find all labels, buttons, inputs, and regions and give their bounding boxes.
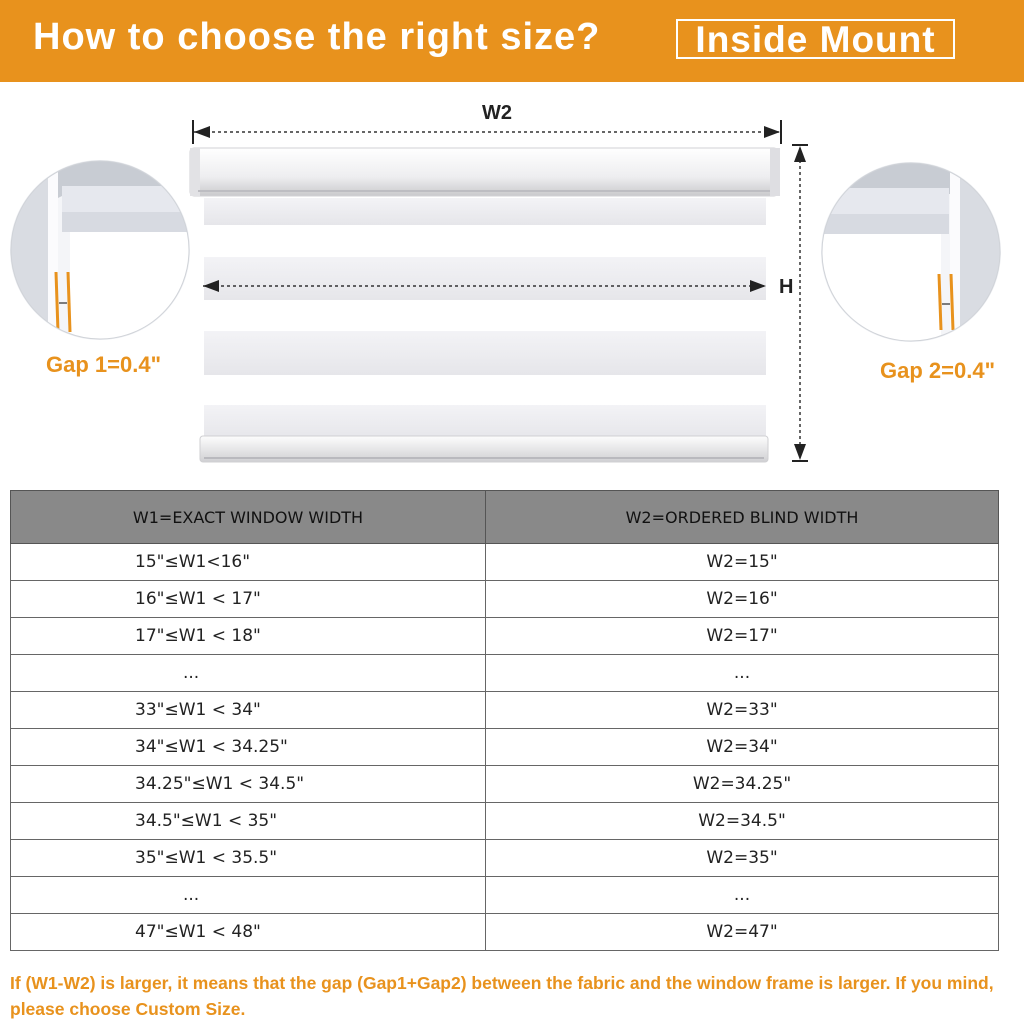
table-header-row — [11, 491, 999, 544]
blind-width-cell: W2=15" — [486, 544, 999, 581]
blind-diagram — [0, 82, 1024, 482]
window-width-cell: ... — [11, 877, 486, 914]
window-width-cell: 33"≤W1 < 34" — [11, 692, 486, 729]
window-width-cell: 34.5"≤W1 < 35" — [11, 803, 486, 840]
window-width-cell: 16"≤W1 < 17" — [11, 581, 486, 618]
mount-type-label: Inside Mount — [695, 19, 936, 60]
blind-width-cell: W2=34.5" — [486, 803, 999, 840]
window-width-cell: 35"≤W1 < 35.5" — [11, 840, 486, 877]
header-banner — [0, 0, 1024, 82]
blind-width-cell: W2=33" — [486, 692, 999, 729]
blind-width-cell: W2=47" — [486, 914, 999, 951]
window-width-cell: 34.25"≤W1 < 34.5" — [11, 766, 486, 803]
window-width-cell: 47"≤W1 < 48" — [11, 914, 486, 951]
table-row — [11, 840, 999, 877]
window-width-cell: ... — [11, 655, 486, 692]
table-row — [11, 655, 999, 692]
w2-label: W2 — [482, 102, 512, 124]
gap2-closeup — [821, 162, 1001, 342]
mount-type-badge — [676, 19, 955, 59]
gap1-closeup — [10, 160, 190, 340]
column-header-blind-width: W2=ORDERED BLIND WIDTH — [486, 491, 999, 544]
size-note: If (W1-W2) is larger, it means that the gap (Gap1+Gap2) between the fabric and the window frame is larger. If you mind, please choose Custom Size. — [10, 973, 994, 1019]
fabric-strips — [204, 198, 766, 439]
table-row — [11, 618, 999, 655]
column-header-window-width: W1=EXACT WINDOW WIDTH — [11, 491, 486, 544]
h-dimension-line — [792, 145, 808, 461]
blind-width-cell: W2=35" — [486, 840, 999, 877]
table-row — [11, 729, 999, 766]
blind-width-cell: ... — [486, 655, 999, 692]
blind-width-cell: ... — [486, 877, 999, 914]
table-row — [11, 877, 999, 914]
page-title: How to choose the right size? — [33, 16, 601, 58]
blind-width-cell: W2=34" — [486, 729, 999, 766]
table-row — [11, 581, 999, 618]
window-width-cell: 34"≤W1 < 34.25" — [11, 729, 486, 766]
blind-width-cell: W2=16" — [486, 581, 999, 618]
h-label: H — [779, 276, 794, 298]
blind-width-cell: W2=17" — [486, 618, 999, 655]
bottom-rail — [200, 436, 768, 462]
blind-illustration — [0, 82, 1024, 482]
table-row — [11, 692, 999, 729]
table-row — [11, 544, 999, 581]
table-row — [11, 803, 999, 840]
size-chart-table — [10, 490, 999, 951]
head-rail — [190, 148, 780, 196]
window-width-cell: 15"≤W1<16" — [11, 544, 486, 581]
gap2-label: Gap 2=0.4" — [880, 358, 995, 383]
table-row — [11, 914, 999, 951]
blind-width-cell: W2=34.25" — [486, 766, 999, 803]
window-width-cell: 17"≤W1 < 18" — [11, 618, 486, 655]
gap1-label: Gap 1=0.4" — [46, 352, 161, 377]
table-row — [11, 766, 999, 803]
